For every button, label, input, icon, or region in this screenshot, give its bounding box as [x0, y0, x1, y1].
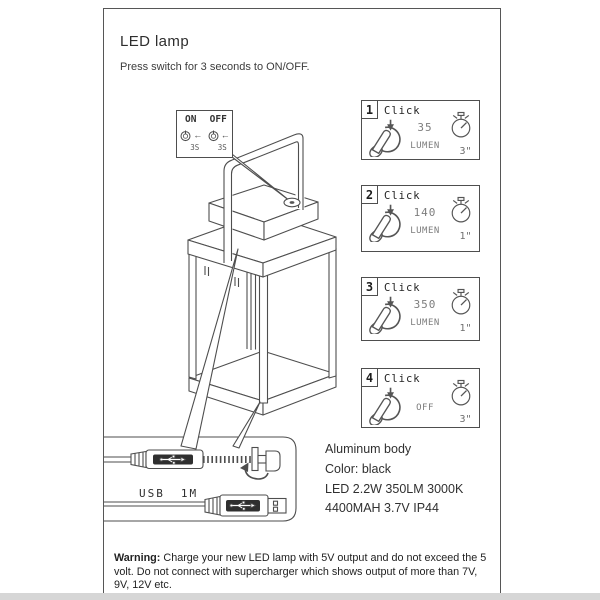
warning-note — [114, 552, 492, 593]
step-number: 1 — [361, 100, 378, 119]
page-title: LED lamp — [120, 33, 190, 50]
spec-line: Color: black — [325, 461, 391, 476]
step-box-4 — [361, 368, 480, 428]
arrow-left-icon: ← — [193, 129, 203, 140]
finger-press-icon — [366, 202, 406, 242]
spec-line: LED 2.2W 350LM 3000K — [325, 481, 464, 496]
click-label: Click — [384, 373, 421, 385]
finger-press-icon — [366, 294, 406, 334]
micro-usb-plug — [252, 448, 280, 472]
arrow-left-icon: ← — [220, 129, 230, 140]
usb-label: USB — [139, 487, 165, 500]
brightness-value: 350 LUMEN — [410, 298, 440, 328]
power-button — [284, 198, 300, 207]
spec-list — [325, 440, 463, 519]
spec-line: 4400MAH 3.7V IP44 — [325, 501, 439, 516]
switch-off-column — [205, 111, 233, 157]
hold-timer — [447, 288, 475, 334]
step-number: 3 — [361, 277, 378, 296]
usb-cable-top — [104, 448, 280, 480]
finger-press-icon — [366, 385, 406, 425]
usb-cable-label — [139, 487, 198, 500]
finger-press-icon — [366, 117, 406, 157]
timer-seconds: 3" — [459, 414, 472, 425]
power-button-icon — [179, 128, 192, 142]
warning-text: Charge your new LED lamp with 5V output and do not exceed the 5 volt. Do not connect with supercharger which shows output of more than 7V, 9V, 12V etc. — [114, 552, 487, 592]
timer-seconds: 1" — [459, 231, 472, 242]
page-subtitle: Press switch for 3 seconds to ON/OFF. — [120, 61, 310, 73]
hold-timer — [447, 111, 475, 157]
click-label: Click — [384, 282, 421, 294]
brightness-value: 35 LUMEN — [410, 121, 440, 151]
timer-seconds: 1" — [459, 323, 472, 334]
stopwatch-icon — [448, 111, 474, 140]
hold-timer — [447, 379, 475, 425]
warning-label: Warning: — [114, 552, 161, 564]
stopwatch-icon — [448, 379, 474, 408]
brightness-value: OFF — [416, 402, 434, 413]
usb-length: 1M — [180, 487, 199, 500]
hold-time: 3S — [217, 143, 227, 152]
switch-on-column — [177, 111, 205, 157]
brightness-value: 140 LUMEN — [410, 206, 440, 236]
off-label: OFF — [209, 114, 227, 125]
lantern-top-cap — [188, 185, 336, 287]
hold-timer — [447, 196, 475, 242]
lantern-drawing — [181, 134, 336, 449]
step-box-1 — [361, 100, 480, 160]
click-label: Click — [384, 105, 421, 117]
step-box-2 — [361, 185, 480, 252]
on-label: ON — [185, 114, 197, 125]
power-button-icon — [207, 128, 220, 142]
hold-time: 3S — [190, 143, 200, 152]
step-box-3 — [361, 277, 480, 341]
click-label: Click — [384, 190, 421, 202]
stopwatch-icon — [448, 288, 474, 317]
timer-seconds: 3" — [459, 146, 472, 157]
switch-panel — [176, 110, 233, 158]
step-number: 4 — [361, 368, 378, 387]
stopwatch-icon — [448, 196, 474, 225]
spec-line: Aluminum body — [325, 442, 412, 456]
step-number: 2 — [361, 185, 378, 204]
